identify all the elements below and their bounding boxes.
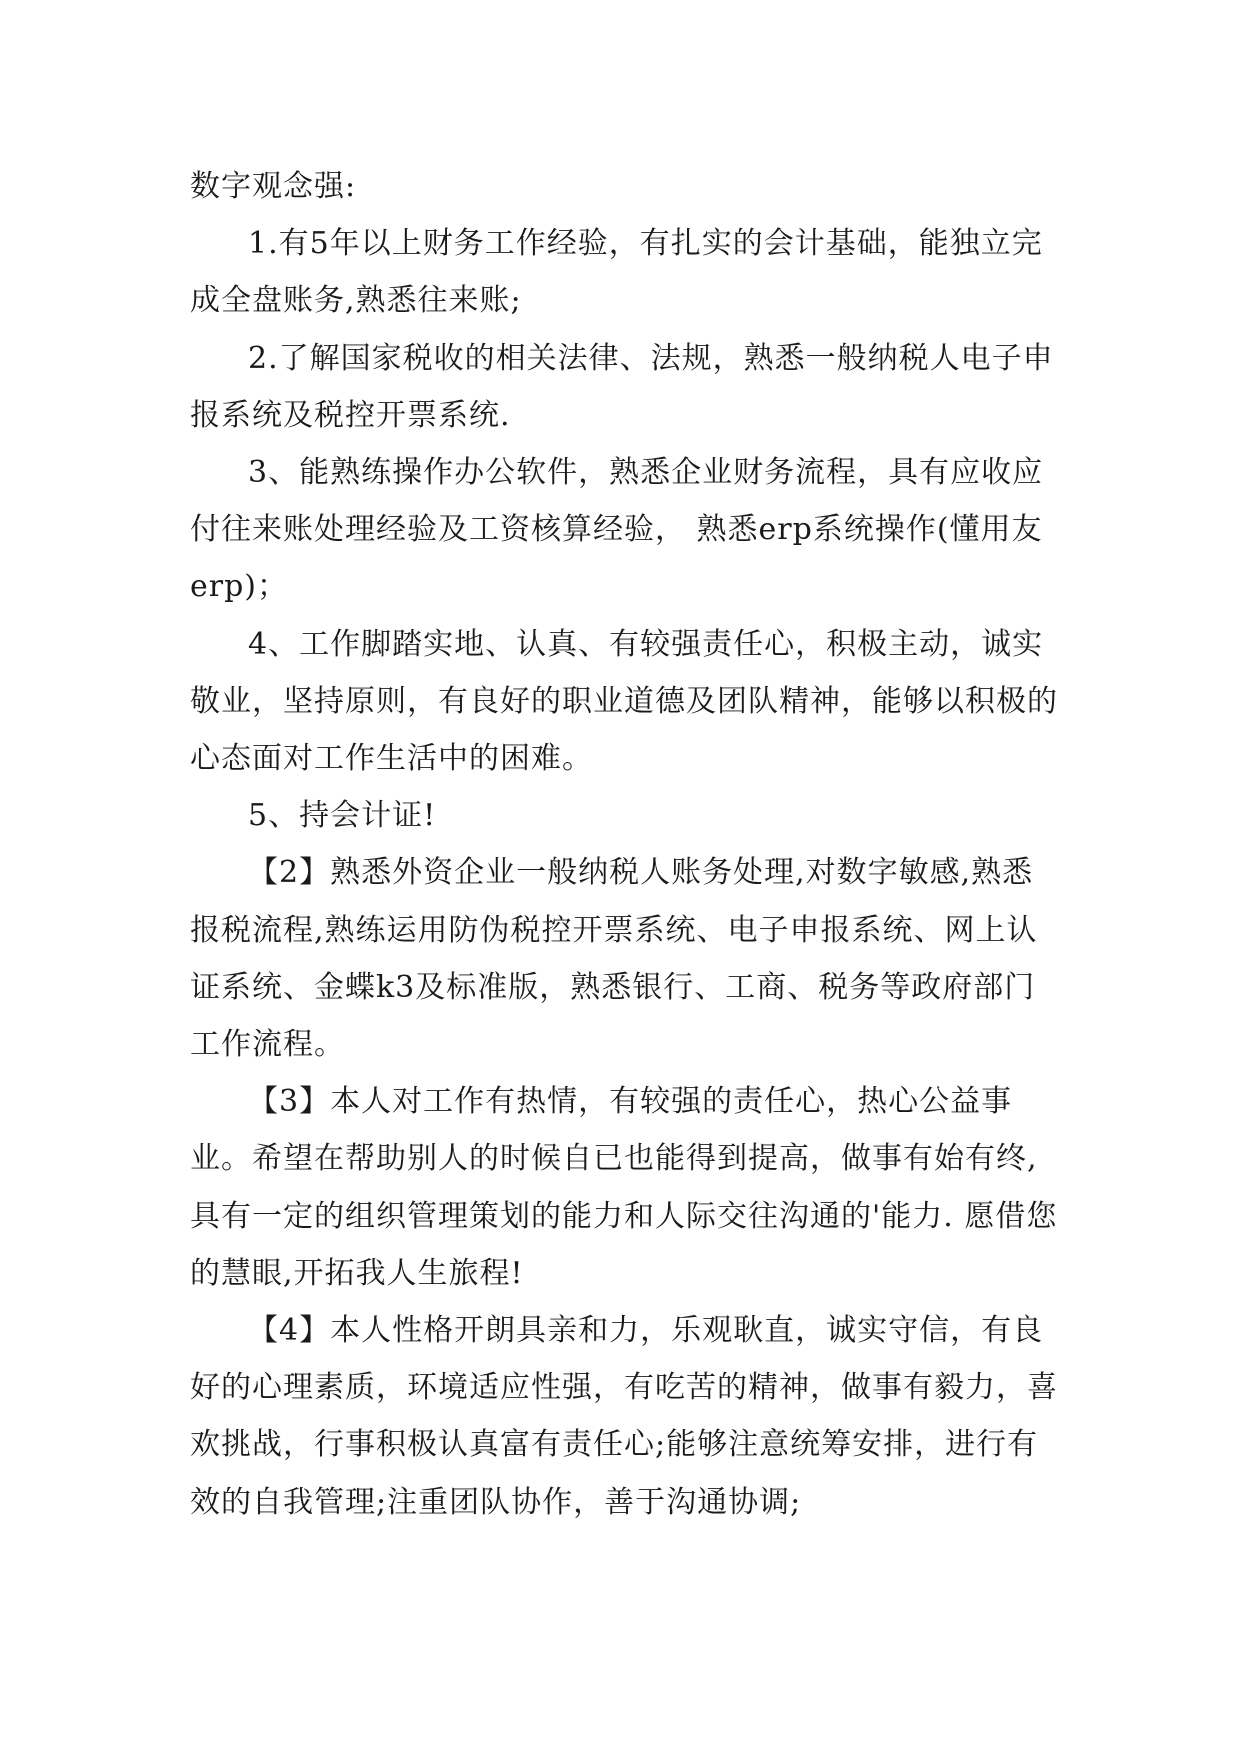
paragraph-section-4: 【4】本人性格开朗具亲和力，乐观耿直，诚实守信，有良好的心理素质，环境适应性强，有吃苦的精神，做事有毅力，喜欢挑战，行事积极认真富有责任心;能够注意统筹安排，进行有效的自我管理;注重团队协作，善于沟通协调; [190,1313,1058,1520]
paragraph-intro: 数字观念强: [190,169,357,204]
document-body [190,158,1060,1531]
paragraph-item-3: 3、能熟练操作办公软件，熟悉企业财务流程，具有应收应付往来账处理经验及工资核算经验， 熟悉erp系统操作(懂用友erp)； [190,455,1044,605]
paragraph-item-2: 2.了解国家税收的相关法律、法规，熟悉一般纳税人电子申报系统及税控开票系统. [190,340,1054,433]
paragraph-section-2: 【2】熟悉外资企业一般纳税人账务处理,对数字敏感,熟悉报税流程,熟练运用防伪税控开票系统、电子申报系统、网上认证系统、金蝶k3及标准版，熟悉银行、工商、税务等政府部门工作流程。 [190,855,1038,1063]
paragraph-section-3: 【3】本人对工作有热情，有较强的责任心，热心公益事业。希望在帮助别人的时候自已也能得到提高，做事有始有终,具有一定的组织管理策划的能力和人际交往沟通的'能力. 愿借您的慧眼,开拓我人生旅程! [190,1084,1058,1291]
paragraph-item-4: 4、工作脚踏实地、认真、有较强责任心，积极主动，诚实敬业，坚持原则，有良好的职业道德及团队精神，能够以积极的心态面对工作生活中的困难。 [190,626,1058,777]
paragraph-item-1: 1.有5年以上财务工作经验，有扎实的会计基础，能独立完成全盘账务,熟悉往来账; [190,226,1043,319]
paragraph-item-5: 5、持会计证! [248,798,437,834]
